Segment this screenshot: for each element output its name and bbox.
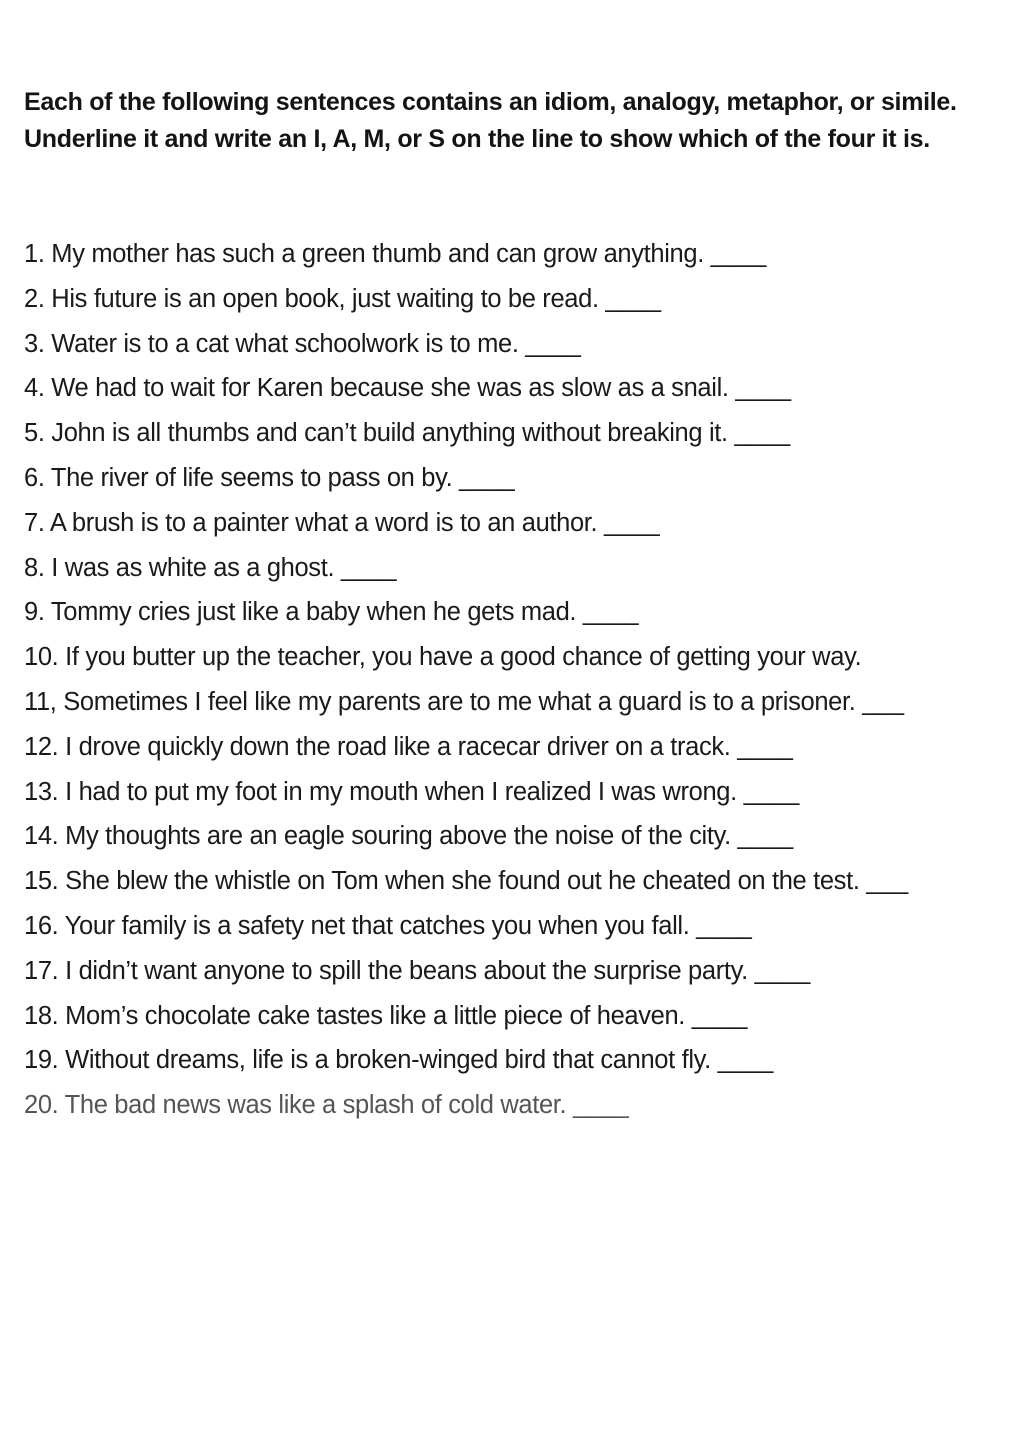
sentence-item-2: 2. His future is an open book, just waiting to be read. ____ xyxy=(24,284,661,313)
sentence-item-10: 10. If you butter up the teacher, you have a good chance of getting your way. xyxy=(24,643,862,672)
sentence-item-15: 15. She blew the whistle on Tom when she found out he cheated on the test. ___ xyxy=(24,867,908,896)
sentence-item-14: 14. My thoughts are an eagle souring above the noise of the city. ____ xyxy=(24,822,793,851)
sentence-item-7: 7. A brush is to a painter what a word is to an author. ____ xyxy=(24,508,660,537)
sentence-item-16: 16. Your family is a safety net that catches you when you fall. ____ xyxy=(24,911,752,940)
sentence-item-20: 20. The bad news was like a splash of cold water. ____ xyxy=(24,1091,629,1120)
sentence-item-11: 11, Sometimes I feel like my parents are to me what a guard is to a prisoner. ___ xyxy=(24,687,904,716)
sentence-item-12: 12. I drove quickly down the road like a racecar driver on a track. ____ xyxy=(24,732,793,761)
sentence-item-13: 13. I had to put my foot in my mouth when I realized I was wrong. ____ xyxy=(24,777,799,806)
sentence-item-8: 8. I was as white as a ghost. ____ xyxy=(24,553,397,582)
sentence-item-5: 5. John is all thumbs and can’t build anything without breaking it. ____ xyxy=(24,419,790,448)
sentence-item-18: 18. Mom’s chocolate cake tastes like a little piece of heaven. ____ xyxy=(24,1001,748,1030)
sentence-item-9: 9. Tommy cries just like a baby when he gets mad. ____ xyxy=(24,598,639,627)
sentence-item-4: 4. We had to wait for Karen because she was as slow as a snail. ____ xyxy=(24,374,791,403)
sentence-item-1: 1. My mother has such a green thumb and can grow anything. ____ xyxy=(24,240,766,268)
sentence-item-3: 3. Water is to a cat what schoolwork is to me. ____ xyxy=(24,329,581,358)
sentence-item-17: 17. I didn’t want anyone to spill the beans about the surprise party. ____ xyxy=(24,956,810,985)
sentence-item-19: 19. Without dreams, life is a broken-winged bird that cannot fly. ____ xyxy=(24,1046,773,1075)
sentence-list xyxy=(24,232,1009,1128)
instructions: Each of the following sentences contains an idiom, analogy, metaphor, or simile. Underline it and write an I, A, M, or S on the line to show which of the four it is. xyxy=(24,88,957,153)
sentence-item-6: 6. The river of life seems to pass on by. ____ xyxy=(24,463,515,492)
